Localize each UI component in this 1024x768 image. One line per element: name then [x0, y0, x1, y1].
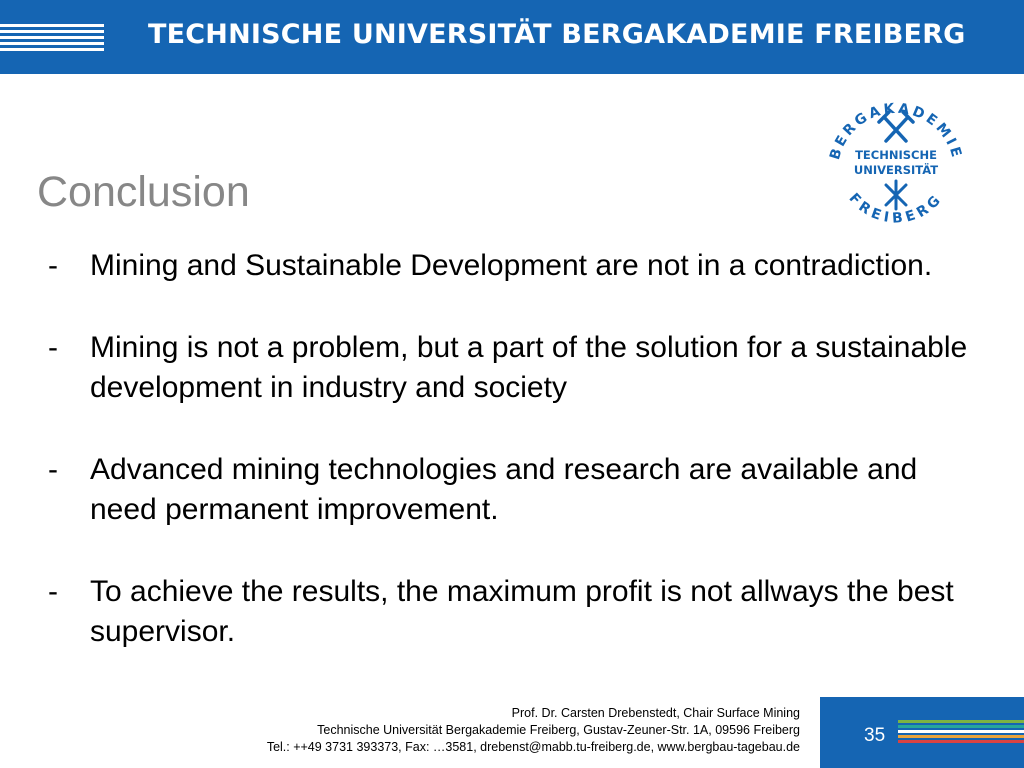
conclusion-bullet-list	[48, 246, 978, 694]
star-emblem-icon	[886, 181, 906, 209]
bullet-text: Mining and Sustainable Development are not in a contradiction.	[90, 249, 933, 282]
bullet-dash: -	[48, 575, 58, 608]
footer-contact-line: Tel.: ++49 3731 393373, Fax: …3581, drebenst@mabb.tu-freiberg.de, www.bergbau-tagebau.de	[266, 740, 800, 754]
footer-page-box	[820, 697, 1024, 768]
bullet-text: Advanced mining technologies and research are available and need permanent improvement.	[90, 453, 918, 526]
seal-center-line2: UNIVERSITÄT	[853, 163, 939, 177]
striped-lines-logo-icon	[0, 24, 104, 52]
page-number: 35	[864, 725, 886, 746]
seal-center-line1: TECHNISCHE	[855, 148, 937, 162]
bullet-dash: -	[48, 331, 58, 364]
university-seal-logo	[818, 85, 974, 241]
seal-ring-top-text: BERGAKADEMIE	[827, 100, 965, 162]
university-name: TECHNISCHE UNIVERSITÄT BERGAKADEMIE FREIBERG	[148, 19, 966, 50]
footer-address-line: Technische Universität Bergakademie Freiberg, Gustav-Zeuner-Str. 1A, 09596 Freiberg	[317, 723, 800, 737]
university-header-bar	[0, 0, 1024, 74]
bullet-dash: -	[48, 453, 58, 486]
bullet-dash: -	[48, 249, 58, 282]
slide-title: Conclusion	[37, 168, 250, 216]
bullet-item	[48, 572, 978, 652]
footer-contact-info	[267, 705, 800, 756]
seal-ring-bottom-text: FREIBERG	[845, 190, 947, 227]
bullet-text: To achieve the results, the maximum profit is not allways the best supervisor.	[90, 575, 954, 648]
bullet-item	[48, 246, 978, 286]
bullet-text: Mining is not a problem, but a part of the solution for a sustainable development in industry and society	[90, 331, 968, 404]
bullet-item	[48, 328, 978, 408]
bullet-item	[48, 450, 978, 530]
colored-stripes-icon	[898, 720, 1024, 746]
footer-author-line: Prof. Dr. Carsten Drebenstedt, Chair Surface Mining	[511, 706, 800, 720]
